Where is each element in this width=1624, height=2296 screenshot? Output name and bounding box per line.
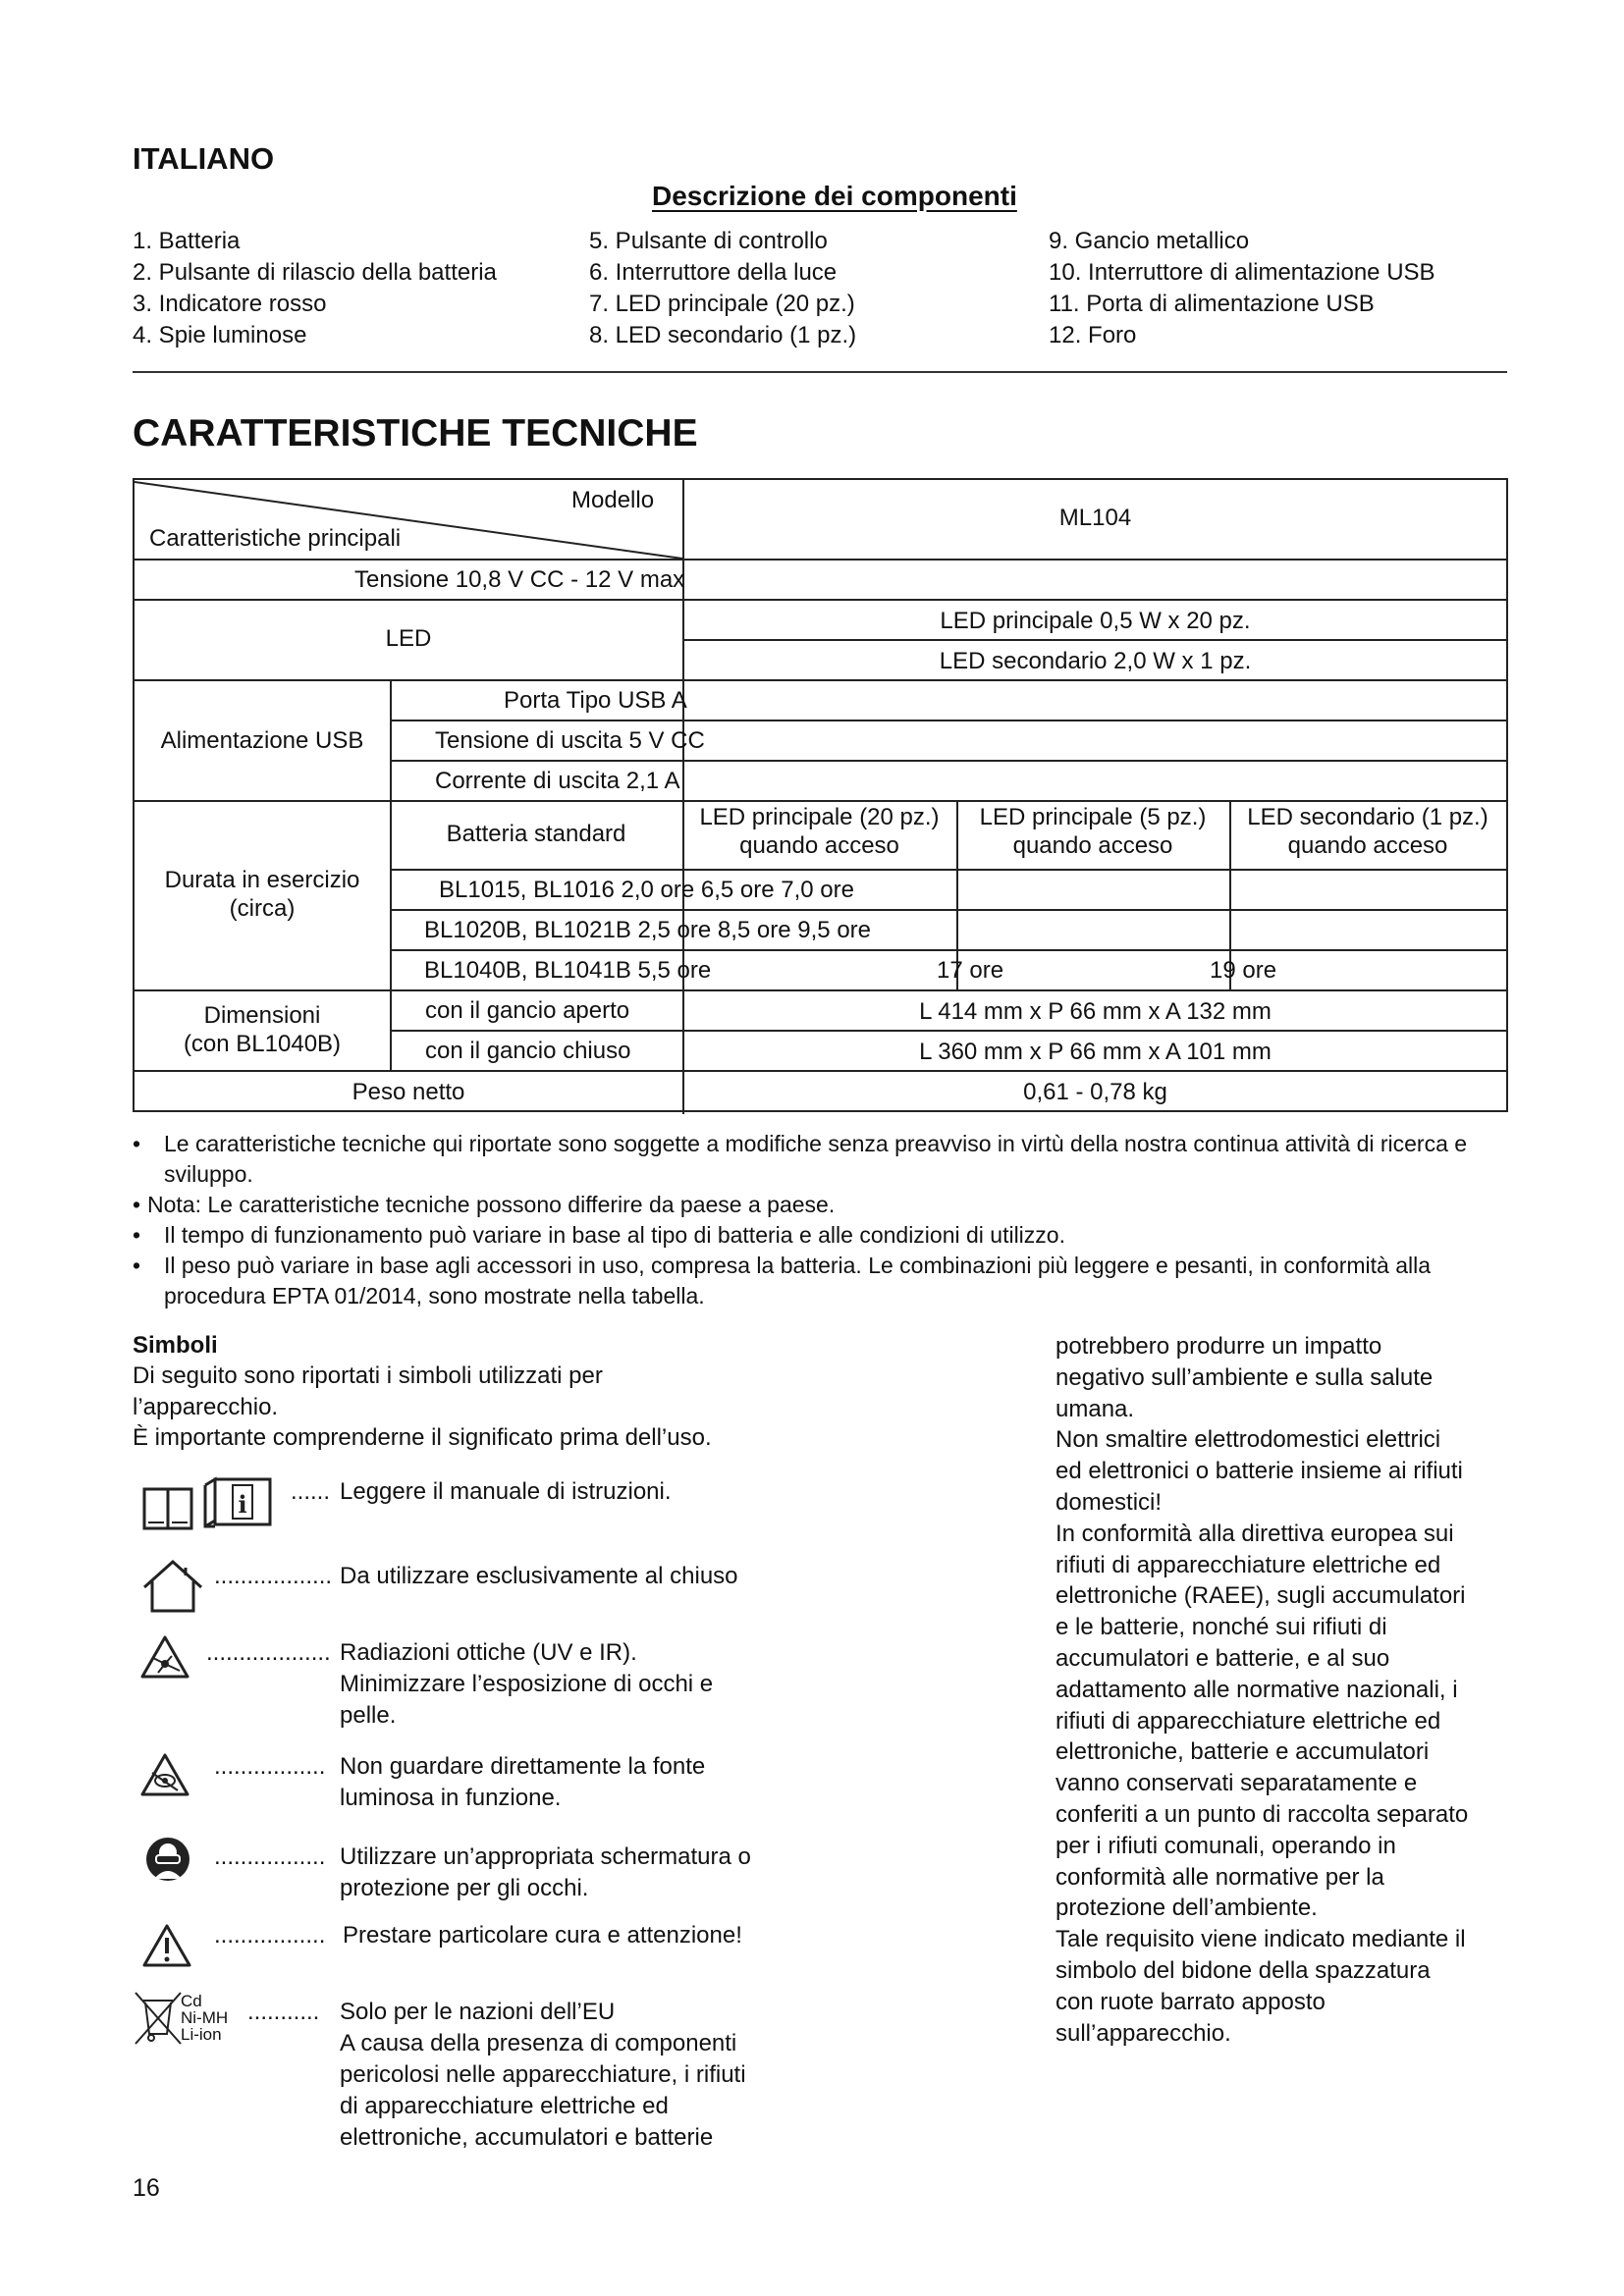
weee-line: rifiuti di apparecchiature elettriche ed	[1056, 1551, 1441, 1578]
symbol-text: A causa della presenza di componenti	[340, 2030, 737, 2056]
weee-line: negativo sull’ambiente e sulla salute	[1056, 1363, 1434, 1391]
row-divider	[682, 639, 1506, 641]
note-item: • Le caratteristiche tecniche qui riportate sono soggette a modifiche senza preavviso in virtù della nostra continua attività di ricerca e sviluppo.	[133, 1131, 1468, 1187]
weee-line: vanno conservati separatamente e	[1056, 1770, 1418, 1797]
symbol-text: Utilizzare un’appropriata schermatura o	[340, 1843, 751, 1870]
battery-row: BL1040B, BL1041B 5,5 ore	[424, 957, 712, 984]
note-item: • Il tempo di funzionamento può variare in base al tipo di batteria e alle condizioni di utilizzo.	[133, 1222, 1065, 1248]
components-column-1	[133, 226, 497, 351]
note-text: Le caratteristiche tecniche qui riportate sono soggette a modifiche senza preavviso in virtù della nostra continua attività di ricerca e sviluppo.	[164, 1131, 1468, 1187]
weee-line: simbolo del bidone della spazzatura	[1056, 1956, 1431, 1984]
symbols-intro: È importante comprenderne il significato prima dell’uso.	[133, 1424, 712, 1451]
spec-notes	[133, 1129, 1507, 1311]
symbol-dots: ..................	[214, 1563, 333, 1589]
note-text: Il peso può variare in base agli accessori in uso, compresa la batteria. Le combinazioni più leggere e pesanti, in conformità alla procedura EPTA 01/2014, sono mostrate nella tabella.	[164, 1253, 1431, 1308]
symbol-text: Non guardare direttamente la fonte	[340, 1753, 706, 1780]
symbols-intro: Di seguito sono riportati i simboli utilizzati per	[133, 1362, 603, 1389]
std-battery-label: Batteria standard	[446, 821, 626, 847]
row-divider	[135, 599, 1506, 601]
weee-line: con ruote barrato apposto	[1056, 1988, 1326, 2015]
voltage-row: Tensione 10,8 V CC - 12 V max	[354, 566, 685, 593]
weee-line: rifiuti di apparecchiature elettriche ed	[1056, 1707, 1441, 1735]
row-divider	[135, 989, 1506, 991]
page-number: 16	[133, 2174, 160, 2202]
col-secondary-header: LED secondario (1 pz.) quando acceso	[1247, 804, 1489, 859]
model-value: ML104	[1058, 505, 1132, 531]
symbol-text: Minimizzare l’esposizione di occhi e	[340, 1671, 714, 1697]
weight-label: Peso netto	[352, 1079, 465, 1105]
weee-line: Tale requisito viene indicato mediante il	[1056, 1926, 1466, 1953]
svg-text:i: i	[238, 1490, 247, 1519]
note-text: Il tempo di funzionamento può variare in base al tipo di batteria e alle condizioni di utilizzo.	[164, 1222, 1065, 1248]
weee-line: adattamento alle normative nazionali, i	[1056, 1676, 1458, 1703]
components-heading: Descrizione dei componenti	[652, 181, 1017, 211]
header-model-label: Modello	[571, 487, 655, 513]
component-item: 2. Pulsante di rilascio della batteria	[133, 259, 497, 286]
symbol-dots: .................	[214, 1753, 326, 1780]
weee-line: conferiti a un punto di raccolta separato	[1056, 1800, 1469, 1828]
weee-line: ed elettronici o batterie insieme ai rifiuti	[1056, 1458, 1463, 1485]
component-item: 10. Interruttore di alimentazione USB	[1049, 259, 1435, 286]
symbol-dots: .................	[214, 1922, 326, 1949]
usb-label: Alimentazione USB	[160, 727, 364, 754]
battery-row-value: 17 ore	[937, 957, 1004, 984]
battery-row: BL1015, BL1016 2,0 ore 6,5 ore 7,0 ore	[439, 877, 854, 903]
symbol-text: Solo per le nazioni dell’EU	[340, 1999, 616, 2025]
component-item: 1. Batteria	[133, 228, 241, 254]
component-item: 4. Spie luminose	[133, 322, 307, 348]
weee-line: umana.	[1056, 1395, 1135, 1422]
usb-voltage: Tensione di uscita 5 V CC	[435, 727, 705, 754]
weee-line: elettroniche (RAEE), sugli accumulatori	[1056, 1582, 1466, 1610]
component-item: 6. Interruttore della luce	[589, 259, 838, 286]
indoor-use-icon	[140, 1558, 205, 1615]
usb-port: Porta Tipo USB A	[504, 687, 687, 714]
row-divider	[135, 679, 1506, 681]
weee-line: domestici!	[1056, 1488, 1163, 1516]
hook-open-value: L 414 mm x P 66 mm x A 132 mm	[919, 998, 1272, 1025]
usb-current: Corrente di uscita 2,1 A	[435, 768, 680, 794]
weee-line: e le batterie, nonché sui rifiuti di	[1056, 1614, 1387, 1641]
col-main-5-header: LED principale (5 pz.) quando acceso	[979, 804, 1207, 859]
component-item: 9. Gancio metallico	[1049, 228, 1250, 254]
note-item: • Nota: Le caratteristiche tecniche possono differire da paese a paese.	[133, 1192, 836, 1217]
row-divider	[390, 720, 1506, 721]
symbol-text: di apparecchiature elettriche ed	[340, 2093, 669, 2119]
language-title: ITALIANO	[133, 141, 275, 176]
symbol-text: luminosa in funzione.	[340, 1785, 562, 1811]
component-item: 3. Indicatore rosso	[133, 291, 327, 317]
section-divider	[133, 371, 1507, 373]
battery-row: BL1020B, BL1021B 2,5 ore 8,5 ore 9,5 ore	[424, 917, 872, 943]
battery-row-value: 19 ore	[1210, 957, 1277, 984]
symbol-dots: ......	[291, 1478, 331, 1505]
components-column-3	[1049, 226, 1435, 351]
symbol-text: pericolosi nelle apparecchiature, i rifiuti	[340, 2061, 746, 2088]
symbol-dots: .................	[214, 1843, 326, 1870]
bin-label: Ni-MH	[181, 2008, 229, 2027]
weee-line: sull’apparecchio.	[1056, 2019, 1231, 2047]
led-main-value: LED principale 0,5 W x 20 pz.	[940, 608, 1251, 634]
symbol-text: elettroniche, accumulatori e batterie	[340, 2124, 714, 2151]
row-divider	[390, 1030, 1506, 1032]
components-column-2	[589, 226, 856, 351]
led-label: LED	[385, 625, 432, 652]
bin-label: Li-ion	[181, 2025, 222, 2044]
hook-open-label: con il gancio aperto	[425, 997, 630, 1024]
row-divider	[135, 800, 1506, 802]
row-divider	[135, 559, 1506, 561]
symbol-text: Radiazioni ottiche (UV e IR).	[340, 1639, 637, 1666]
component-item: 12. Foro	[1049, 322, 1137, 348]
weight-value: 0,61 - 0,78 kg	[1023, 1079, 1167, 1105]
read-manual-icon	[140, 1475, 278, 1534]
symbols-intro: l’apparecchio.	[133, 1394, 279, 1420]
weee-line: Non smaltire elettrodomestici elettrici	[1056, 1426, 1441, 1454]
row-divider	[390, 949, 1506, 951]
weee-line: conformità alle normative per la	[1056, 1863, 1384, 1891]
eye-protection-icon	[144, 1836, 191, 1883]
symbols-title: Simboli	[133, 1332, 218, 1359]
symbol-text: Leggere il manuale di istruzioni.	[340, 1478, 672, 1505]
hook-closed-value: L 360 mm x P 66 mm x A 101 mm	[919, 1039, 1272, 1065]
row-divider	[390, 869, 1506, 871]
optical-radiation-warning-icon	[140, 1635, 189, 1679]
component-item: 11. Porta di alimentazione USB	[1049, 291, 1375, 317]
symbol-text: Prestare particolare cura e attenzione!	[343, 1922, 742, 1949]
caution-icon	[142, 1924, 191, 1967]
weee-line: elettroniche, batterie e accumulatori	[1056, 1738, 1430, 1766]
led-secondary-value: LED secondario 2,0 W x 1 pz.	[939, 648, 1252, 674]
note-item: • Il peso può variare in base agli accessori in uso, compresa la batteria. Le combinazioni più leggere e pesanti, in conformità alla procedura EPTA 01/2014, sono mostrate nella tabella.	[133, 1253, 1431, 1308]
crossed-bin-icon	[134, 1991, 183, 2048]
symbol-dots: ...........	[247, 1999, 320, 2025]
weee-line: per i rifiuti comunali, operando in	[1056, 1832, 1396, 1859]
do-not-stare-icon	[140, 1753, 189, 1796]
spec-table	[133, 478, 1508, 1112]
note-text: Nota: Le caratteristiche tecniche possono differire da paese a paese.	[147, 1192, 836, 1217]
row-divider	[135, 1070, 1506, 1072]
symbol-text: Da utilizzare esclusivamente al chiuso	[340, 1563, 738, 1589]
symbol-text: pelle.	[340, 1702, 397, 1729]
weee-line: potrebbero produrre un impatto	[1056, 1333, 1382, 1360]
header-char-label: Caratteristiche principali	[149, 525, 402, 552]
dimensions-label: Dimensioni (con BL1040B)	[183, 1002, 342, 1057]
weee-line: accumulatori e batterie, e al suo	[1056, 1644, 1390, 1672]
weee-line: protezione dell’ambiente.	[1056, 1895, 1318, 1922]
symbol-dots: ...................	[206, 1639, 331, 1666]
component-item: 8. LED secondario (1 pz.)	[589, 322, 857, 348]
row-divider	[390, 909, 1506, 911]
component-item: 7. LED principale (20 pz.)	[589, 291, 855, 317]
column-divider	[390, 679, 392, 1070]
weee-line: In conformità alla direttiva europea sui	[1056, 1520, 1454, 1547]
weee-text-column	[1056, 1331, 1468, 2049]
bin-label: Cd	[181, 1992, 202, 2010]
symbol-text: protezione per gli occhi.	[340, 1875, 589, 1901]
component-item: 5. Pulsante di controllo	[589, 228, 828, 254]
col-main-20-header: LED principale (20 pz.) quando acceso	[699, 804, 940, 859]
row-divider	[390, 760, 1506, 762]
duration-label: Durata in esercizio (circa)	[164, 867, 360, 922]
specs-title: CARATTERISTICHE TECNICHE	[133, 412, 698, 454]
hook-closed-label: con il gancio chiuso	[425, 1038, 631, 1064]
